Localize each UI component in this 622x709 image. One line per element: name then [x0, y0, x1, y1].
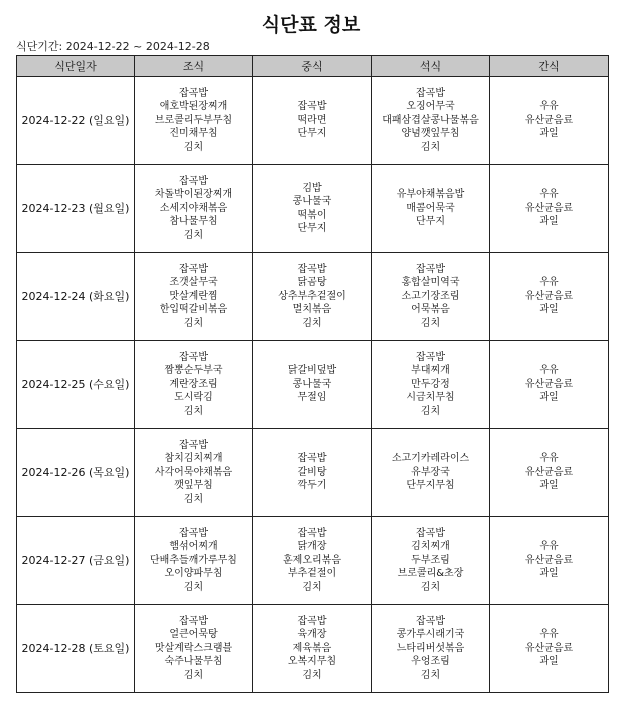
meal-date-cell: 2024-12-28 (토요일) [17, 605, 135, 693]
menu-item: 잡곡밥 [416, 615, 445, 627]
menu-item: 떡볶이 [297, 209, 327, 221]
meal-date-cell: 2024-12-26 (목요일) [17, 429, 135, 517]
dinner-cell [372, 517, 490, 605]
menu-item: 갈비탕 [297, 466, 327, 478]
dinner-cell [372, 253, 490, 341]
menu-item: 유산균음료 [524, 466, 574, 478]
menu-item: 잡곡밥 [179, 87, 208, 99]
menu-item: 김밥 [302, 182, 322, 194]
menu-item: 무절임 [297, 392, 327, 404]
menu-item: 잡곡밥 [179, 263, 208, 275]
menu-item: 잡곡밥 [416, 527, 445, 539]
menu-item: 유산균음료 [524, 114, 574, 126]
breakfast-cell [135, 429, 253, 517]
menu-item: 유부장국 [411, 466, 450, 478]
menu-item: 과일 [539, 656, 559, 668]
menu-item: 햄섞어찌개 [169, 541, 218, 553]
menu-item: 김치 [302, 581, 322, 593]
menu-item: 상추부추겉절이 [278, 290, 346, 302]
menu-item: 브로콜리두부무침 [154, 114, 233, 126]
menu-item: 김치 [183, 669, 204, 681]
menu-item: 유부야채볶음밥 [396, 189, 465, 201]
menu-item: 김치 [183, 141, 204, 153]
menu-item: 우유 [539, 453, 559, 465]
meal-date-cell: 2024-12-27 (금요일) [17, 517, 135, 605]
menu-item: 짬뽕순두부국 [164, 365, 223, 377]
table-row [17, 341, 609, 429]
breakfast-cell [135, 517, 253, 605]
meal-plan-body [17, 77, 609, 693]
table-row [17, 77, 609, 165]
table-header-row [17, 56, 609, 77]
menu-item: 닭갈비덮밥 [287, 365, 337, 377]
menu-item: 과일 [539, 128, 559, 140]
menu-item: 콩가루시래기국 [396, 629, 465, 641]
menu-item: 차돌박이된장찌개 [154, 189, 233, 201]
breakfast-cell [135, 341, 253, 429]
table-row [17, 253, 609, 341]
menu-item: 단무지 [297, 128, 327, 140]
dinner-cell [372, 341, 490, 429]
menu-item: 참치김치찌개 [164, 453, 223, 465]
menu-item: 유산균음료 [524, 290, 574, 302]
meal-period-label: 식단기간: 2024-12-22 ~ 2024-12-28 [16, 40, 210, 53]
menu-item: 오징어무국 [406, 101, 455, 113]
menu-item: 콩나물국 [292, 196, 332, 207]
snack-cell [490, 605, 609, 693]
menu-item: 과일 [539, 392, 559, 404]
menu-item: 사각어묵야채볶음 [154, 466, 233, 478]
menu-item: 단무지 [416, 216, 445, 228]
snack-cell [490, 165, 609, 253]
menu-item: 도시락김 [174, 392, 213, 404]
menu-item: 매콤어묵국 [406, 202, 455, 214]
menu-item: 잡곡밥 [297, 101, 327, 113]
menu-item: 잡곡밥 [416, 351, 445, 363]
menu-item: 김치 [420, 669, 441, 681]
menu-item: 느타리버섯볶음 [396, 642, 465, 654]
page-title: 식단표 정보 [261, 14, 361, 36]
menu-item: 잡곡밥 [297, 527, 327, 539]
header-date: 식단일자 [17, 56, 135, 77]
header-breakfast: 조식 [135, 56, 253, 77]
snack-cell [490, 429, 609, 517]
menu-item: 잡곡밥 [297, 453, 327, 465]
table-row [17, 605, 609, 693]
menu-item: 계란장조림 [169, 378, 218, 390]
menu-item: 깻잎무침 [174, 480, 213, 492]
menu-item: 닭곰탕 [297, 277, 327, 289]
meal-date-cell: 2024-12-25 (수요일) [17, 341, 135, 429]
menu-item: 김치 [183, 405, 204, 417]
meal-plan-table [16, 55, 609, 693]
menu-item: 단무지무침 [406, 480, 455, 492]
header-snack: 간식 [490, 56, 609, 77]
menu-item: 김치 [420, 317, 441, 329]
menu-item: 잡곡밥 [179, 527, 208, 539]
menu-item: 김치 [183, 317, 204, 329]
menu-item: 우유 [539, 189, 559, 201]
header-lunch: 중식 [253, 56, 372, 77]
breakfast-cell [135, 165, 253, 253]
menu-item: 대패삼겹살콩나물볶음 [382, 114, 479, 126]
menu-item: 깍두기 [297, 480, 327, 492]
menu-item: 잡곡밥 [179, 615, 208, 627]
menu-item: 과일 [539, 216, 559, 228]
menu-item: 김치 [420, 581, 441, 593]
menu-item: 유산균음료 [524, 642, 574, 654]
menu-item: 애호박된장찌개 [159, 101, 228, 113]
lunch-cell [253, 517, 372, 605]
header-dinner: 석식 [372, 56, 490, 77]
menu-item: 단무지 [297, 223, 327, 234]
menu-item: 우유 [539, 541, 559, 553]
menu-item: 김치 [183, 229, 204, 241]
menu-item: 육개장 [297, 629, 327, 641]
table-row [17, 517, 609, 605]
lunch-cell [253, 429, 372, 517]
menu-item: 김치찌개 [411, 541, 450, 553]
lunch-cell [253, 341, 372, 429]
lunch-cell [253, 77, 372, 165]
menu-item: 잡곡밥 [297, 263, 327, 275]
menu-item: 김치 [183, 581, 204, 593]
menu-item: 우엉조림 [411, 656, 450, 668]
menu-item: 유산균음료 [524, 554, 574, 566]
menu-item: 유산균음료 [524, 378, 574, 390]
menu-item: 잡곡밥 [297, 615, 327, 627]
menu-item: 제육볶음 [292, 642, 332, 654]
meal-date-cell: 2024-12-23 (월요일) [17, 165, 135, 253]
meal-date-cell: 2024-12-24 (화요일) [17, 253, 135, 341]
menu-item: 과일 [539, 304, 559, 316]
menu-item: 멸치볶음 [292, 304, 332, 316]
menu-item: 잡곡밥 [179, 175, 208, 187]
menu-item: 소고기장조림 [401, 290, 460, 302]
menu-item: 콩나물국 [292, 378, 332, 390]
table-row [17, 165, 609, 253]
menu-item: 브로콜리&초장 [397, 568, 464, 580]
menu-item: 부대찌개 [411, 365, 450, 377]
menu-item: 닭개장 [297, 541, 327, 553]
snack-cell [490, 341, 609, 429]
menu-item: 잡곡밥 [416, 263, 445, 275]
menu-item: 과일 [539, 568, 559, 580]
menu-item: 잡곡밥 [179, 439, 208, 451]
menu-item: 조갯살무국 [169, 277, 218, 289]
menu-item: 부추겉절이 [287, 568, 337, 580]
menu-item: 참나물무침 [169, 216, 218, 228]
menu-item: 김치 [420, 405, 441, 417]
menu-item: 어묵볶음 [411, 304, 450, 316]
menu-item: 김치 [420, 141, 441, 153]
lunch-cell [253, 253, 372, 341]
menu-item: 김치 [183, 493, 204, 505]
menu-item: 김치 [302, 317, 322, 329]
lunch-cell [253, 165, 372, 253]
dinner-cell [372, 77, 490, 165]
dinner-cell [372, 429, 490, 517]
menu-item: 시금치무침 [406, 392, 455, 404]
menu-item: 단배추들깨가루무침 [150, 554, 237, 566]
menu-item: 숙주나물무침 [164, 656, 223, 668]
menu-item: 과일 [539, 480, 559, 492]
menu-item: 오복지무침 [287, 656, 337, 668]
menu-item: 우유 [539, 277, 559, 289]
menu-item: 잡곡밥 [416, 87, 445, 99]
menu-item: 만두강정 [411, 378, 450, 390]
lunch-cell [253, 605, 372, 693]
table-row [17, 429, 609, 517]
menu-item: 오이양파무침 [164, 568, 223, 580]
menu-item: 한입떡갈비볶음 [159, 304, 228, 316]
dinner-cell [372, 605, 490, 693]
menu-item: 우유 [539, 365, 559, 377]
menu-item: 두부조림 [411, 554, 450, 566]
menu-item: 맛살계란찜 [169, 290, 218, 302]
menu-item: 유산균음료 [524, 202, 574, 214]
dinner-cell [372, 165, 490, 253]
snack-cell [490, 517, 609, 605]
menu-item: 얼큰어묵탕 [169, 629, 218, 641]
menu-item: 우유 [539, 629, 559, 641]
breakfast-cell [135, 253, 253, 341]
menu-item: 맛살계락스크램블 [154, 642, 233, 654]
menu-item: 떡라면 [297, 114, 327, 126]
menu-item: 훈제오리볶음 [283, 554, 341, 566]
menu-item: 양념깻잎무침 [401, 128, 460, 140]
meal-date-cell: 2024-12-22 (일요일) [17, 77, 135, 165]
menu-item: 잡곡밥 [179, 351, 208, 363]
menu-item: 홍합살미역국 [401, 277, 460, 289]
menu-item: 소세지야채볶음 [159, 202, 228, 214]
menu-item: 우유 [539, 101, 559, 113]
breakfast-cell [135, 77, 253, 165]
breakfast-cell [135, 605, 253, 693]
snack-cell [490, 253, 609, 341]
menu-item: 진미채무침 [169, 128, 218, 140]
menu-item: 소고기카레라이스 [391, 453, 470, 465]
menu-item: 김치 [302, 669, 322, 681]
snack-cell [490, 77, 609, 165]
